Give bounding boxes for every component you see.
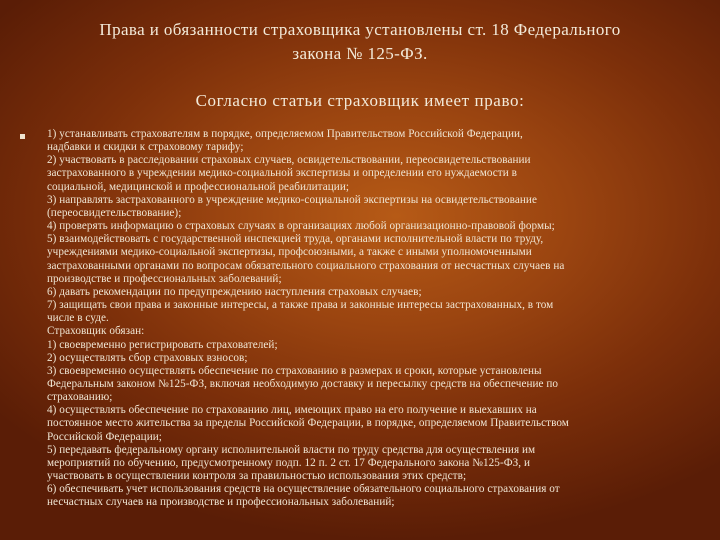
body-line: несчастных случаев на производстве и профессиональных заболеваний; (47, 496, 395, 509)
body-line: 1) своевременно регистрировать страхователей; (47, 338, 278, 351)
body-line: 4) осуществлять обеспечение по страхованию лиц, имеющих право на его получение и выехавших на (47, 404, 537, 417)
body-line: 3) направлять застрахованного в учреждение медико-социальной экспертизы на освидетельствование (47, 193, 537, 206)
body-line: 1) устанавливать страхователям в порядке, определяемом Правительством Российской Федерации, (47, 128, 523, 140)
body-line: производстве и профессиональных заболеваний; (47, 272, 282, 285)
bullet-marker (20, 134, 25, 139)
body-line: надбавки и скидки к страховому тарифу; (47, 141, 244, 154)
body-line: постоянное место жительства за пределы Российской Федерации, в порядке, определяемом Правительством (47, 417, 569, 430)
slide-subtitle: Согласно статьи страховщик имеет право: (195, 91, 525, 110)
body-line: Страховщик обязан: (47, 325, 145, 338)
body-line: застрахованными органами по вопросам обязательного социального страхования от несчастных случаев на (47, 259, 565, 272)
body-line: учреждениями медико-социальной экспертизы, профсоюзными, а также с иными уполномоченными (47, 246, 532, 259)
body-line: 6) давать рекомендации по предупреждению наступления страховых случаев; (47, 285, 422, 298)
body-line: 5) передавать федеральному органу исполнительной власти по труду средства для осуществления им (47, 443, 536, 456)
body-line: страхованию; (47, 391, 113, 404)
body-line: Федеральным законом №125-ФЗ, включая необходимую доставку и пересылку средств на обеспечение по (47, 377, 559, 390)
body-line: 4) проверять информацию о страховых случаях в организациях любой организационно-правовой формы; (47, 220, 555, 233)
body-line: числе в суде. (47, 312, 109, 325)
body-line: 5) взаимодействовать с государственной инспекцией труда, органами исполнительной власти по труду, (47, 233, 544, 246)
body-line: социальной, медицинской и профессиональной реабилитации; (47, 180, 350, 193)
body-line: участвовать в осуществлении контроля за правильностью использования этих средств; (47, 470, 467, 483)
body-line: 6) обеспечивать учет использования средств на осуществление обязательного социального страхования от (47, 483, 560, 496)
body-line: Российской Федерации; (47, 430, 162, 443)
body-line: застрахованного в учреждении медико-социальной экспертизы и определении его нуждаемости в (47, 167, 517, 180)
slide-title: Права и обязанности страховщика установлены ст. 18 Федерального закона № 125-ФЗ. (99, 20, 621, 63)
body-line: 2) участвовать в расследовании страховых случаев, освидетельствовании, переосвидетельствовании (47, 154, 531, 167)
body-line: мероприятий по обучению, предусмотренному подп. 12 п. 2 ст. 17 Федерального закона №125-ФЗ, и (47, 456, 531, 469)
body-line: 7) защищать свои права и законные интересы, а также права и законные интересы застрахованных, в том (47, 299, 554, 312)
body-text (47, 128, 697, 510)
body-line: (переосвидетельствование); (47, 206, 182, 219)
body-line: 3) своевременно осуществлять обеспечение по страхованию в размерах и сроки, которые установлены (47, 364, 542, 377)
body-line: 2) осуществлять сбор страховых взносов; (47, 351, 248, 364)
